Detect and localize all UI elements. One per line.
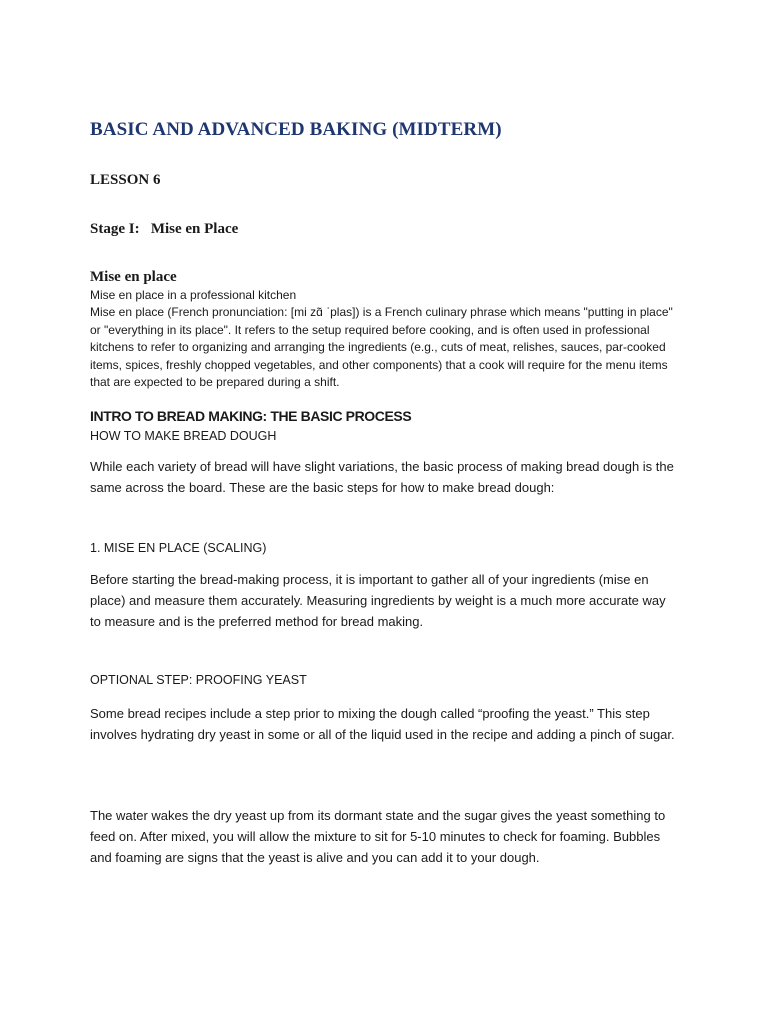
optional-step-heading: OPTIONAL STEP: PROOFING YEAST xyxy=(90,673,307,687)
mise-en-place-heading: Mise en place xyxy=(90,269,177,285)
intro-heading: INTRO TO BREAD MAKING: THE BASIC PROCESS xyxy=(90,408,412,424)
mise-en-place-paragraph: Mise en place (French pronunciation: [mi zɑ̃ ˈplas]) is a French culinary phrase which means "putting in place" or "everything in its place". It refers to the setup required before cooking, and is often used in professional kitchens to refer to organizing and arranging the ingredients (e.g., cuts of meat, relishes, sauces, par-cooked items, spices, freshly chopped vegetables, and other components) that a cook will require for the menu items that are expected to be prepared during a shift. xyxy=(90,305,673,389)
document-title: BASIC AND ADVANCED BAKING (MIDTERM) xyxy=(90,119,502,140)
step1-heading: 1. MISE EN PLACE (SCALING) xyxy=(90,541,267,555)
mise-en-place-subheading: Mise en place in a professional kitchen xyxy=(90,288,297,302)
intro-paragraph: While each variety of bread will have slight variations, the basic process of making bread dough is the same across the board. These are the basic steps for how to make bread dough: xyxy=(90,459,674,495)
lesson-heading: LESSON 6 xyxy=(90,172,161,188)
how-to-subheading: HOW TO MAKE BREAD DOUGH xyxy=(90,429,277,443)
step1-paragraph: Before starting the bread-making process, it is important to gather all of your ingredients (mise en place) and measure them accurately. Measuring ingredients by weight is a much more accurate way to measure and is the preferred method for bread making. xyxy=(90,572,666,629)
stage-heading: Stage I: Mise en Place xyxy=(90,221,239,237)
optional-step-paragraph-1: Some bread recipes include a step prior to mixing the dough called “proofing the yeast.” This step involves hydrating dry yeast in some or all of the liquid used in the recipe and adding a pinch of sugar. xyxy=(90,706,675,742)
optional-step-paragraph-2: The water wakes the dry yeast up from its dormant state and the sugar gives the yeast something to feed on. After mixed, you will allow the mixture to sit for 5-10 minutes to check for foaming. Bubbles and foaming are signs that the yeast is alive and you can add it to your dough. xyxy=(90,808,666,865)
